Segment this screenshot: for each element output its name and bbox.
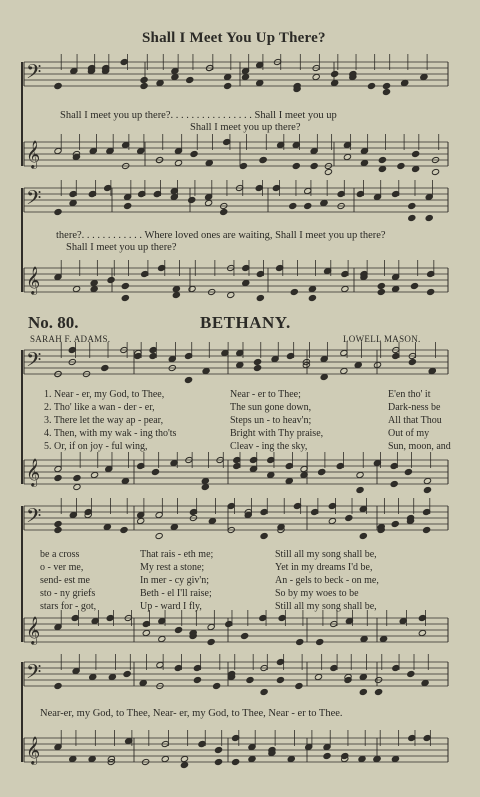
note-head — [318, 468, 326, 475]
note-head — [90, 285, 98, 292]
note-head — [316, 638, 324, 645]
note-head — [431, 168, 439, 175]
composer-credit: LOWELL MASON. — [343, 334, 421, 344]
note-head — [73, 285, 81, 292]
note-head — [220, 208, 228, 215]
note-head — [155, 532, 163, 539]
note-head — [427, 288, 435, 295]
note-head — [289, 202, 297, 209]
note-head — [207, 638, 215, 645]
clef-icon: 𝄢 — [26, 60, 42, 88]
note-head — [184, 376, 192, 383]
note-head — [256, 79, 264, 86]
note-head — [425, 214, 433, 221]
lyric-line: Shall I meet you up there?. . . . . . . . . . . . . . . . Shall I meet you up — [60, 110, 337, 121]
note-head — [186, 76, 194, 83]
note-head — [390, 480, 398, 487]
note-head — [408, 214, 416, 221]
note-head — [380, 635, 388, 642]
note-head — [161, 755, 169, 762]
note-head — [124, 202, 132, 209]
note-head — [267, 471, 275, 478]
note-head — [54, 526, 62, 533]
note-head — [69, 199, 77, 206]
note-head — [373, 361, 381, 368]
note-head — [156, 79, 164, 86]
note-head — [108, 673, 116, 680]
note-head — [256, 294, 264, 301]
note-head — [391, 755, 399, 762]
note-head — [260, 532, 268, 539]
note-head — [391, 520, 399, 527]
note-head — [239, 162, 247, 169]
note-head — [420, 73, 428, 80]
note-head — [320, 199, 328, 206]
note-head — [201, 477, 209, 484]
note-head — [423, 486, 431, 493]
clef-icon: 𝄞 — [26, 736, 41, 764]
note-head — [54, 520, 62, 527]
note-head — [248, 755, 256, 762]
clef-icon: 𝄞 — [26, 458, 41, 486]
note-head — [304, 202, 312, 209]
note-head — [227, 291, 235, 298]
note-head — [139, 679, 147, 686]
note-head — [377, 282, 385, 289]
note-head — [287, 755, 295, 762]
note-head — [180, 755, 188, 762]
note-head — [392, 285, 400, 292]
note-head — [205, 199, 213, 206]
note-head — [421, 679, 429, 686]
clef-icon: 𝄢 — [26, 348, 42, 376]
lyric-echo: Shall I meet you up there? — [190, 122, 301, 133]
lyric-echo: Shall I meet you up there? — [66, 242, 177, 253]
note-head — [172, 285, 180, 292]
note-head — [137, 517, 145, 524]
note-head — [382, 82, 390, 89]
note-head — [410, 282, 418, 289]
note-head — [90, 279, 98, 286]
note-head — [314, 673, 322, 680]
note-head — [140, 76, 148, 83]
note-head — [224, 73, 232, 80]
note-head — [214, 746, 222, 753]
note-head — [151, 468, 159, 475]
note-head — [201, 483, 209, 490]
note-head — [174, 626, 182, 633]
note-head — [190, 150, 198, 157]
note-head — [382, 88, 390, 95]
note-head — [205, 159, 213, 166]
clef-icon: 𝄢 — [26, 504, 42, 532]
note-head — [254, 358, 262, 365]
note-head — [188, 285, 196, 292]
note-head — [423, 477, 431, 484]
hymn-name: BETHANY. — [200, 313, 291, 332]
note-head — [172, 291, 180, 298]
note-head — [101, 364, 109, 371]
note-head — [246, 676, 254, 683]
note-head — [359, 532, 367, 539]
note-head — [360, 159, 368, 166]
note-head — [312, 73, 320, 80]
note-head — [285, 477, 293, 484]
note-head — [295, 682, 303, 689]
note-head — [170, 523, 178, 530]
note-head — [188, 196, 196, 203]
note-head — [224, 82, 232, 89]
note-head — [340, 367, 348, 374]
note-head — [408, 202, 416, 209]
lyric-line: there?. . . . . . . . . . . . Where loved ones are waiting, Shall I meet you up there? — [56, 230, 386, 241]
note-head — [377, 288, 385, 295]
note-head — [328, 517, 336, 524]
note-head — [341, 285, 349, 292]
note-head — [320, 373, 328, 380]
note-head — [73, 483, 81, 490]
note-head — [356, 471, 364, 478]
clef-icon: 𝄢 — [26, 660, 42, 688]
note-head — [324, 168, 332, 175]
note-head — [54, 208, 62, 215]
note-head — [213, 682, 221, 689]
clef-icon: 𝄞 — [26, 140, 41, 168]
note-head — [241, 73, 249, 80]
note-head — [331, 79, 339, 86]
hymnal-page: 𝄢 𝄞 𝄢 𝄞 𝄢 𝄞 𝄢 𝄞 𝄢 𝄞 Shall I Meet You Up There? Shall I meet you up there?. . . . . . . . . . . . . . . . Shall I meet you up Shall I meet you up there? there?. . . . . . . . . . . . Where loved ones are waiting, Shall I meet you up there? Shall I meet you up there? No. 80. BETHANY. SARAH F. ADAMS. LOWELL MASON. 1. Near - er, my God, to Thee, Near - er to Thee; E'en tho' it 2. Tho' like a wan - der - er, The sun gone down, Dark-ness be 3. There let the way ap - pear, Steps un - to heav'n; All that Thou 4. Then, with my wak - ing tho'ts Bright with Thy praise, Out of my 5. Or, if on joy - ful wing, Cleav - ing the sky, Sun, moon, and be a cross That rais - eth me; Still all my song shall be, o - ver me, My rest a stone; Yet in my dreams I'd be, send- est me In mer - cy giv'n; An - gels to beck - on me, sto - ny griefs Beth - el I'll raise; So by my woes to be stars for - got, Up - ward I fly, Still all my song shall be, Near-er, my God, to Thee, Near- er, my God, to Thee, Near - er to Thee. — [0, 0, 480, 797]
note-head — [73, 474, 81, 481]
note-head — [367, 82, 375, 89]
note-head — [208, 517, 216, 524]
note-head — [358, 755, 366, 762]
note-head — [88, 755, 96, 762]
note-head — [232, 758, 240, 765]
note-head — [193, 676, 201, 683]
note-head — [241, 632, 249, 639]
note-head — [292, 162, 300, 169]
note-head — [412, 165, 420, 172]
note-head — [140, 82, 148, 89]
note-head — [90, 471, 98, 478]
note-head — [123, 670, 131, 677]
note-head — [418, 629, 426, 636]
note-head — [69, 755, 77, 762]
note-head — [202, 367, 210, 374]
note-head — [407, 670, 415, 677]
note-head — [158, 635, 166, 642]
note-head — [378, 165, 386, 172]
note-head — [359, 688, 367, 695]
clef-icon: 𝄞 — [26, 266, 41, 294]
note-head — [404, 468, 412, 475]
note-head — [120, 526, 128, 533]
note-head — [331, 70, 339, 77]
note-head — [423, 526, 431, 533]
note-head — [214, 758, 222, 765]
note-head — [276, 676, 284, 683]
clef-icon: 𝄞 — [26, 616, 41, 644]
note-head — [401, 79, 409, 86]
note-head — [171, 73, 179, 80]
note-head — [142, 629, 150, 636]
note-head — [174, 159, 182, 166]
note-head — [408, 358, 416, 365]
author-credit: SARAH F. ADAMS. — [30, 334, 111, 344]
note-head — [107, 276, 115, 283]
note-head — [310, 162, 318, 169]
note-head — [290, 288, 298, 295]
note-head — [359, 673, 367, 680]
refrain-line: Near-er, my God, to Thee, Near- er, my God, to Thee, Near - er to Thee. — [40, 708, 343, 719]
note-head — [296, 638, 304, 645]
note-head — [356, 486, 364, 493]
note-head — [121, 294, 129, 301]
note-head — [343, 153, 351, 160]
note-head — [345, 514, 353, 521]
note-head — [242, 279, 250, 286]
note-head — [354, 361, 362, 368]
note-head — [89, 673, 97, 680]
note-head — [308, 285, 316, 292]
note-head — [323, 752, 331, 759]
note-head — [54, 682, 62, 689]
note-head — [375, 688, 383, 695]
clef-icon: 𝄢 — [26, 186, 42, 214]
note-head — [180, 761, 188, 768]
hymn-number: No. 80. — [28, 313, 79, 332]
note-head — [308, 294, 316, 301]
note-head — [121, 477, 129, 484]
note-head — [360, 635, 368, 642]
note-head — [260, 688, 268, 695]
note-head — [378, 156, 386, 163]
note-head — [121, 282, 129, 289]
note-head — [103, 523, 111, 530]
note-head — [254, 364, 262, 371]
note-head — [397, 162, 405, 169]
note-head — [236, 361, 244, 368]
note-head — [412, 150, 420, 157]
note-head — [54, 474, 62, 481]
song-title: Shall I Meet You Up There? — [142, 30, 326, 46]
